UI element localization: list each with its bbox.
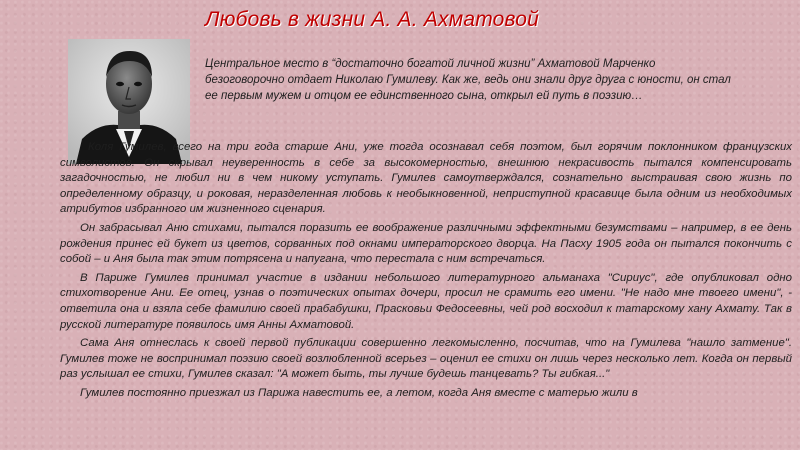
paragraph: Сама Аня отнеслась к своей первой публикации совершенно легкомысленно, посчитав, что на Гумилева "нашло затмение". Гумилев тоже не воспринимал поэзию своей возлюбленной всерьез – оценил ее стихи он лишь через несколько лет. Когда он первый раз услышал ее стихи, Гумилев сказал: "А может быть, ты лучше будешь танцевать? Ты гибкая..." <box>60 337 792 381</box>
paragraph: В Париже Гумилев принимал участие в издании небольшого литературного альманаха "Сириус", где опубликовал одно стихотворение Ани. Ее отец, узнав о поэтических опытах дочери, просил не срамить его имени. "Не надо мне твоего имени", - ответила она и взяла себе фамилию своей прабабушки, Прасковьи Федосеевны, чей род восходил к татарскому хану Ахмату. Так в русской литературе появилось имя Анны Ахматовой. <box>60 271 792 331</box>
article-body <box>60 140 792 405</box>
intro-text: Центральное место в “достаточно богатой личной жизни” Ахматовой Марченко безоговорочно отдает Николаю Гумилеву. Как же, ведь они знали друг друга с юности, он стал ее первым мужем и отцом ее единственного сына, открыл ей путь в поэзию… <box>205 58 731 102</box>
paragraph: Гумилев постоянно приезжал из Парижа навестить ее, а летом, когда Аня вместе с матерью жили в <box>80 386 638 399</box>
intro-block <box>205 56 735 104</box>
paragraph: Коля Гумилев, всего на три года старше Ани, уже тогда осознавал себя поэтом, был горячим поклонником французских символистов. Он скрывал неуверенность в себе за высокомерностью, внешнюю некрасивость пытался компенсировать загадочностью, не любил ни в чем никому уступать. Гумилев самоутверждался, сознательно выстраивая свою жизнь по определенному образцу, и роковая, неразделенная любовь к необыкновенной, неприступной красавице была одним из необходимых атрибутов избранного им жизненного сценария. <box>60 141 792 216</box>
slide-title: Любовь в жизни А. А. Ахматовой <box>205 8 540 31</box>
paragraph: Он забрасывал Аню стихами, пытался поразить ее воображение различными эффектными безумствами – например, в ее день рождения принес ей букет из цветов, сорванных под окнами императорского дворца. На Пасху 1905 года он пытался покончить с собой – и Аня была так этим потрясена и напугана, что перестала с ним встречаться. <box>60 221 792 266</box>
